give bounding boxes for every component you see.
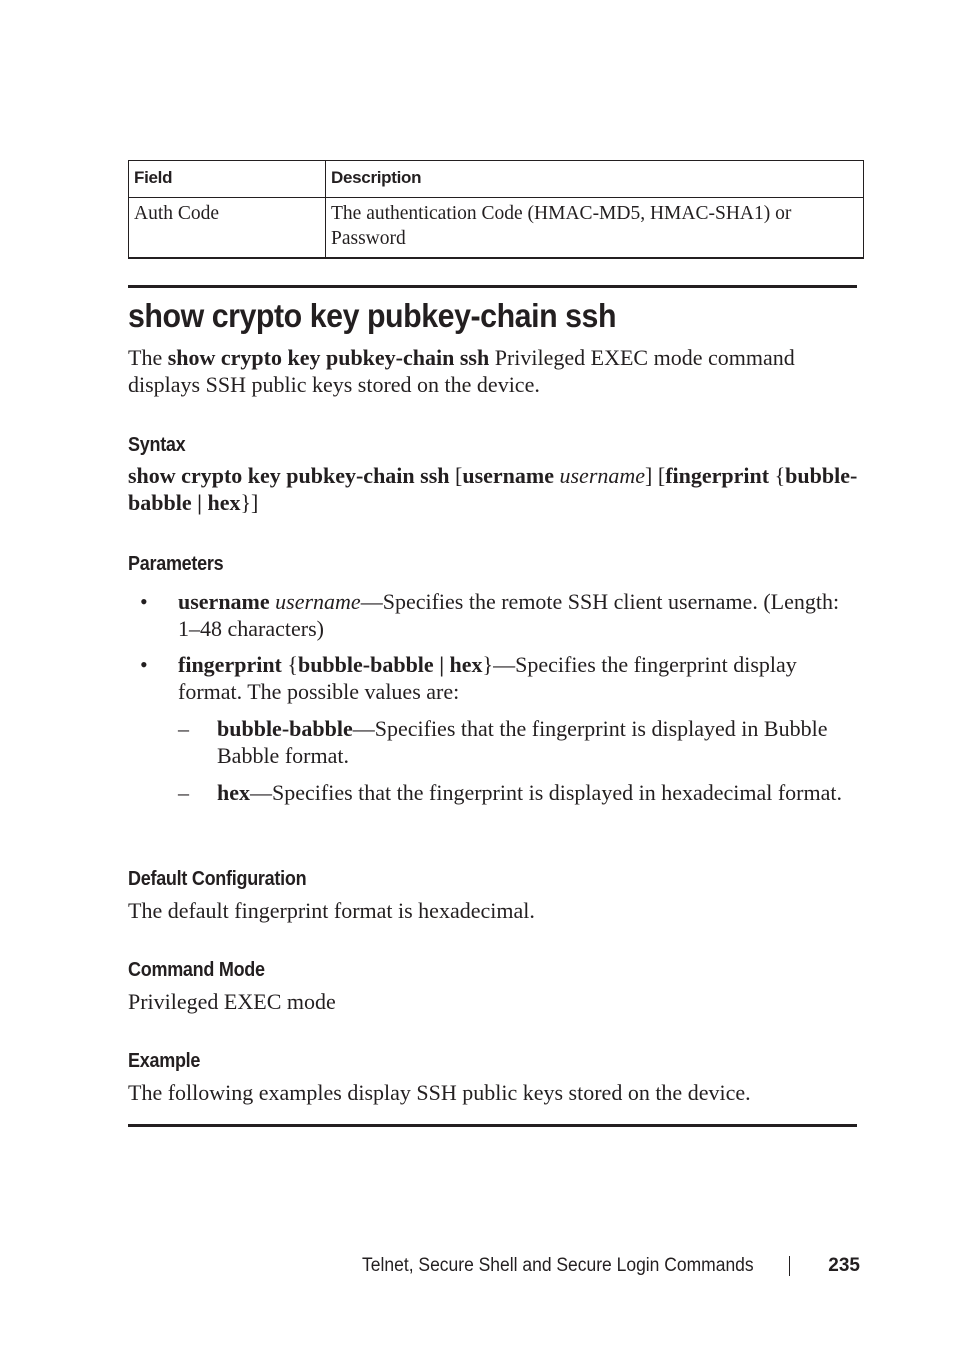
param-fingerprint-desc: —Specifies the fingerprint display format. The possible values are:: [178, 652, 797, 704]
subparam-desc: —Specifies that the fingerprint is displayed in hexadecimal format.: [250, 780, 842, 805]
param-option-hex: hex: [449, 652, 483, 677]
param-username-desc: —Specifies the remote SSH client username. (Length: 1–48 characters): [178, 589, 840, 641]
param-pipe: |: [433, 652, 450, 677]
footer-separator: [789, 1256, 790, 1276]
intro-pre: The: [128, 345, 168, 370]
subparam-keyword: bubble-babble: [217, 716, 353, 741]
bullet-marker: •: [140, 652, 148, 677]
syntax-line: [128, 462, 858, 516]
page-footer: [328, 1255, 860, 1277]
syntax-pipe: |: [191, 490, 208, 515]
list-item: [128, 588, 858, 642]
syntax-bracket: ] [: [645, 463, 666, 488]
syntax-command: show crypto key pubkey-chain ssh: [128, 463, 450, 488]
syntax-heading: Syntax: [128, 434, 186, 456]
parameters-heading: Parameters: [128, 553, 224, 575]
table-cell-description: The authentication Code (HMAC-MD5, HMAC-SHA1) or Password: [326, 198, 864, 259]
example-heading: Example: [128, 1050, 201, 1072]
subparam-desc: —Specifies that the fingerprint is displayed in Bubble Babble format.: [217, 716, 828, 768]
param-brace: {: [281, 652, 298, 677]
sub-list-item: [128, 715, 858, 769]
dash-marker: –: [178, 716, 189, 741]
syntax-bracket: [: [449, 463, 463, 488]
table-cell-field: Auth Code: [129, 198, 326, 259]
intro-command: show crypto key pubkey-chain ssh: [167, 345, 490, 370]
list-item: [128, 651, 858, 705]
table-header-row: [129, 161, 864, 198]
syntax-option-bubble-babble: bubble-babble: [128, 463, 858, 515]
command-mode-heading: Command Mode: [128, 959, 265, 981]
sub-list-item: [128, 779, 858, 806]
table-header-field: Field: [129, 161, 326, 198]
footer-page-number: 235: [828, 1255, 860, 1276]
param-fingerprint-keyword: fingerprint: [178, 652, 282, 677]
param-username-keyword: username: [178, 589, 270, 614]
table-header-description: Description: [326, 161, 864, 198]
section-top-rule: [128, 285, 857, 288]
section-title: show crypto key pubkey-chain ssh: [128, 297, 617, 334]
syntax-fingerprint-keyword: fingerprint: [665, 463, 770, 488]
default-config-heading: Default Configuration: [128, 868, 307, 890]
param-option-bubble-babble: bubble-babble: [297, 652, 434, 677]
subparam-keyword: hex: [217, 780, 250, 805]
syntax-brace: }]: [240, 490, 259, 515]
intro-post: Privileged EXEC mode command displays SSH public keys stored on the device.: [128, 345, 795, 397]
bullet-marker: •: [140, 589, 148, 614]
param-username-arg: username: [269, 589, 361, 614]
syntax-username-keyword: username: [462, 463, 554, 488]
field-description-table: [128, 160, 864, 259]
syntax-option-hex: hex: [207, 490, 241, 515]
param-brace: }: [482, 652, 494, 677]
syntax-username-arg: username: [554, 463, 646, 488]
footer-chapter-title: Telnet, Secure Shell and Secure Login Commands: [361, 1255, 754, 1276]
command-mode-text: Privileged EXEC mode: [128, 989, 336, 1014]
section-bottom-rule: [128, 1124, 857, 1127]
intro-paragraph: [128, 344, 858, 398]
example-text: The following examples display SSH public keys stored on the device.: [128, 1080, 751, 1105]
default-config-text: The default fingerprint format is hexadecimal.: [128, 898, 535, 923]
table-row: [129, 198, 864, 259]
dash-marker: –: [178, 780, 189, 805]
syntax-brace: {: [769, 463, 786, 488]
